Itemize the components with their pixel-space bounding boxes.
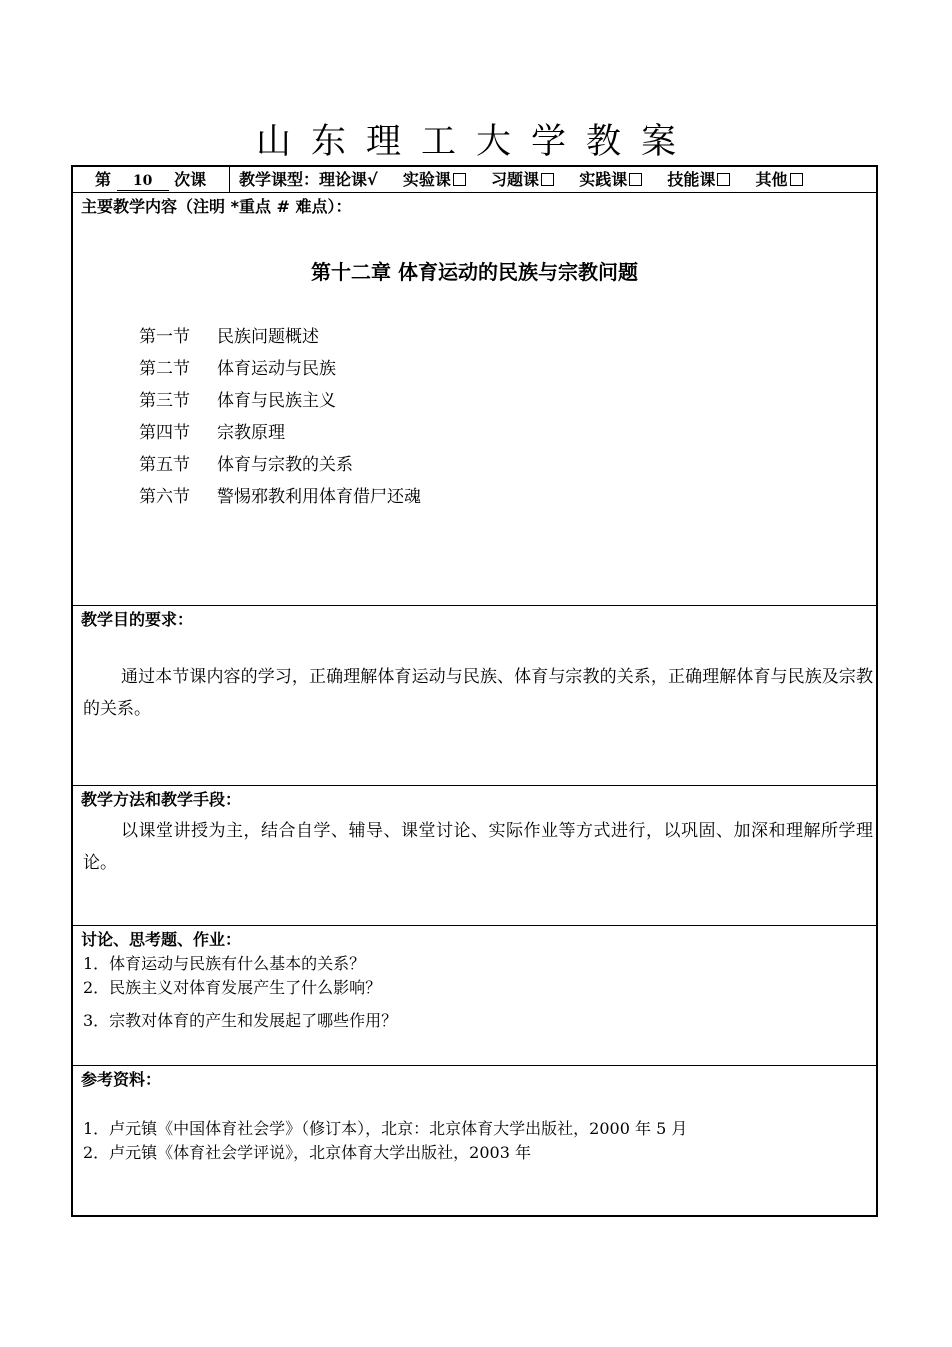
option-lab: 实验课: [403, 170, 466, 189]
lesson-number: 10: [117, 172, 169, 191]
lesson-prefix: 第: [95, 170, 112, 189]
discussion-item: 1．体育运动与民族有什么基本的关系？: [83, 954, 366, 973]
main-content-heading: 主要教学内容（注明 *重点 # 难点）：: [81, 197, 352, 216]
discussion-item: 2．民族主义对体育发展产生了什么影响？: [83, 978, 382, 997]
row-divider: [73, 785, 876, 786]
section-item: 第一节 民族问题概述: [139, 327, 319, 347]
checkbox-icon: [541, 173, 554, 186]
discussion-item: 3．宗教对体育的产生和发展起了哪些作用？: [83, 1011, 398, 1030]
checkbox-icon: [717, 173, 730, 186]
section-item: 第三节 体育与民族主义: [139, 391, 336, 411]
checkmark-icon: √: [367, 170, 378, 189]
methods-heading: 教学方法和教学手段：: [81, 790, 242, 809]
row-divider: [73, 192, 876, 193]
objectives-text: 通过本节课内容的学习，正确理解体育运动与民族、体育与宗教的关系，正确理解体育与民族及宗教的关系。: [83, 667, 873, 719]
option-theory: 理论课√: [319, 170, 378, 189]
course-type-cell: [239, 167, 803, 192]
header-divider: [229, 167, 230, 192]
course-type-label: 教学课型：: [239, 170, 320, 189]
references-heading: 参考资料：: [81, 1070, 162, 1089]
row-divider: [73, 1065, 876, 1066]
option-skill: 技能课: [667, 170, 730, 189]
section-item: 第二节 体育运动与民族: [139, 359, 336, 379]
lesson-number-cell: [95, 167, 206, 192]
section-item: 第六节 警惕邪教利用体育借尸还魂: [139, 487, 421, 507]
objectives-heading: 教学目的要求：: [81, 610, 194, 629]
section-item: 第四节 宗教原理: [139, 423, 285, 443]
document-title: 山东理工大学教案: [255, 122, 696, 162]
lesson-plan-table: [71, 165, 878, 1217]
checkbox-icon: [453, 173, 466, 186]
row-divider: [73, 605, 876, 606]
option-other: 其他: [756, 170, 803, 189]
checkbox-icon: [790, 173, 803, 186]
section-item: 第五节 体育与宗教的关系: [139, 455, 353, 475]
methods-text: 以课堂讲授为主，结合自学、辅导、课堂讨论、实际作业等方式进行，以巩固、加深和理解所学理论。: [83, 821, 873, 873]
chapter-title: 第十二章 体育运动的民族与宗教问题: [311, 260, 638, 284]
option-practice: 实践课: [579, 170, 642, 189]
lesson-suffix: 次课: [174, 170, 207, 189]
row-divider: [73, 925, 876, 926]
checkbox-icon: [629, 173, 642, 186]
reference-item: 2．卢元镇《体育社会学评说》，北京体育大学出版社，2003 年: [83, 1143, 531, 1162]
option-exercise: 习题课: [491, 170, 554, 189]
discussion-heading: 讨论、思考题、作业：: [81, 930, 242, 949]
reference-item: 1．卢元镇《中国体育社会学》（修订本），北京：北京体育大学出版社，2000 年 5 月: [83, 1119, 688, 1138]
